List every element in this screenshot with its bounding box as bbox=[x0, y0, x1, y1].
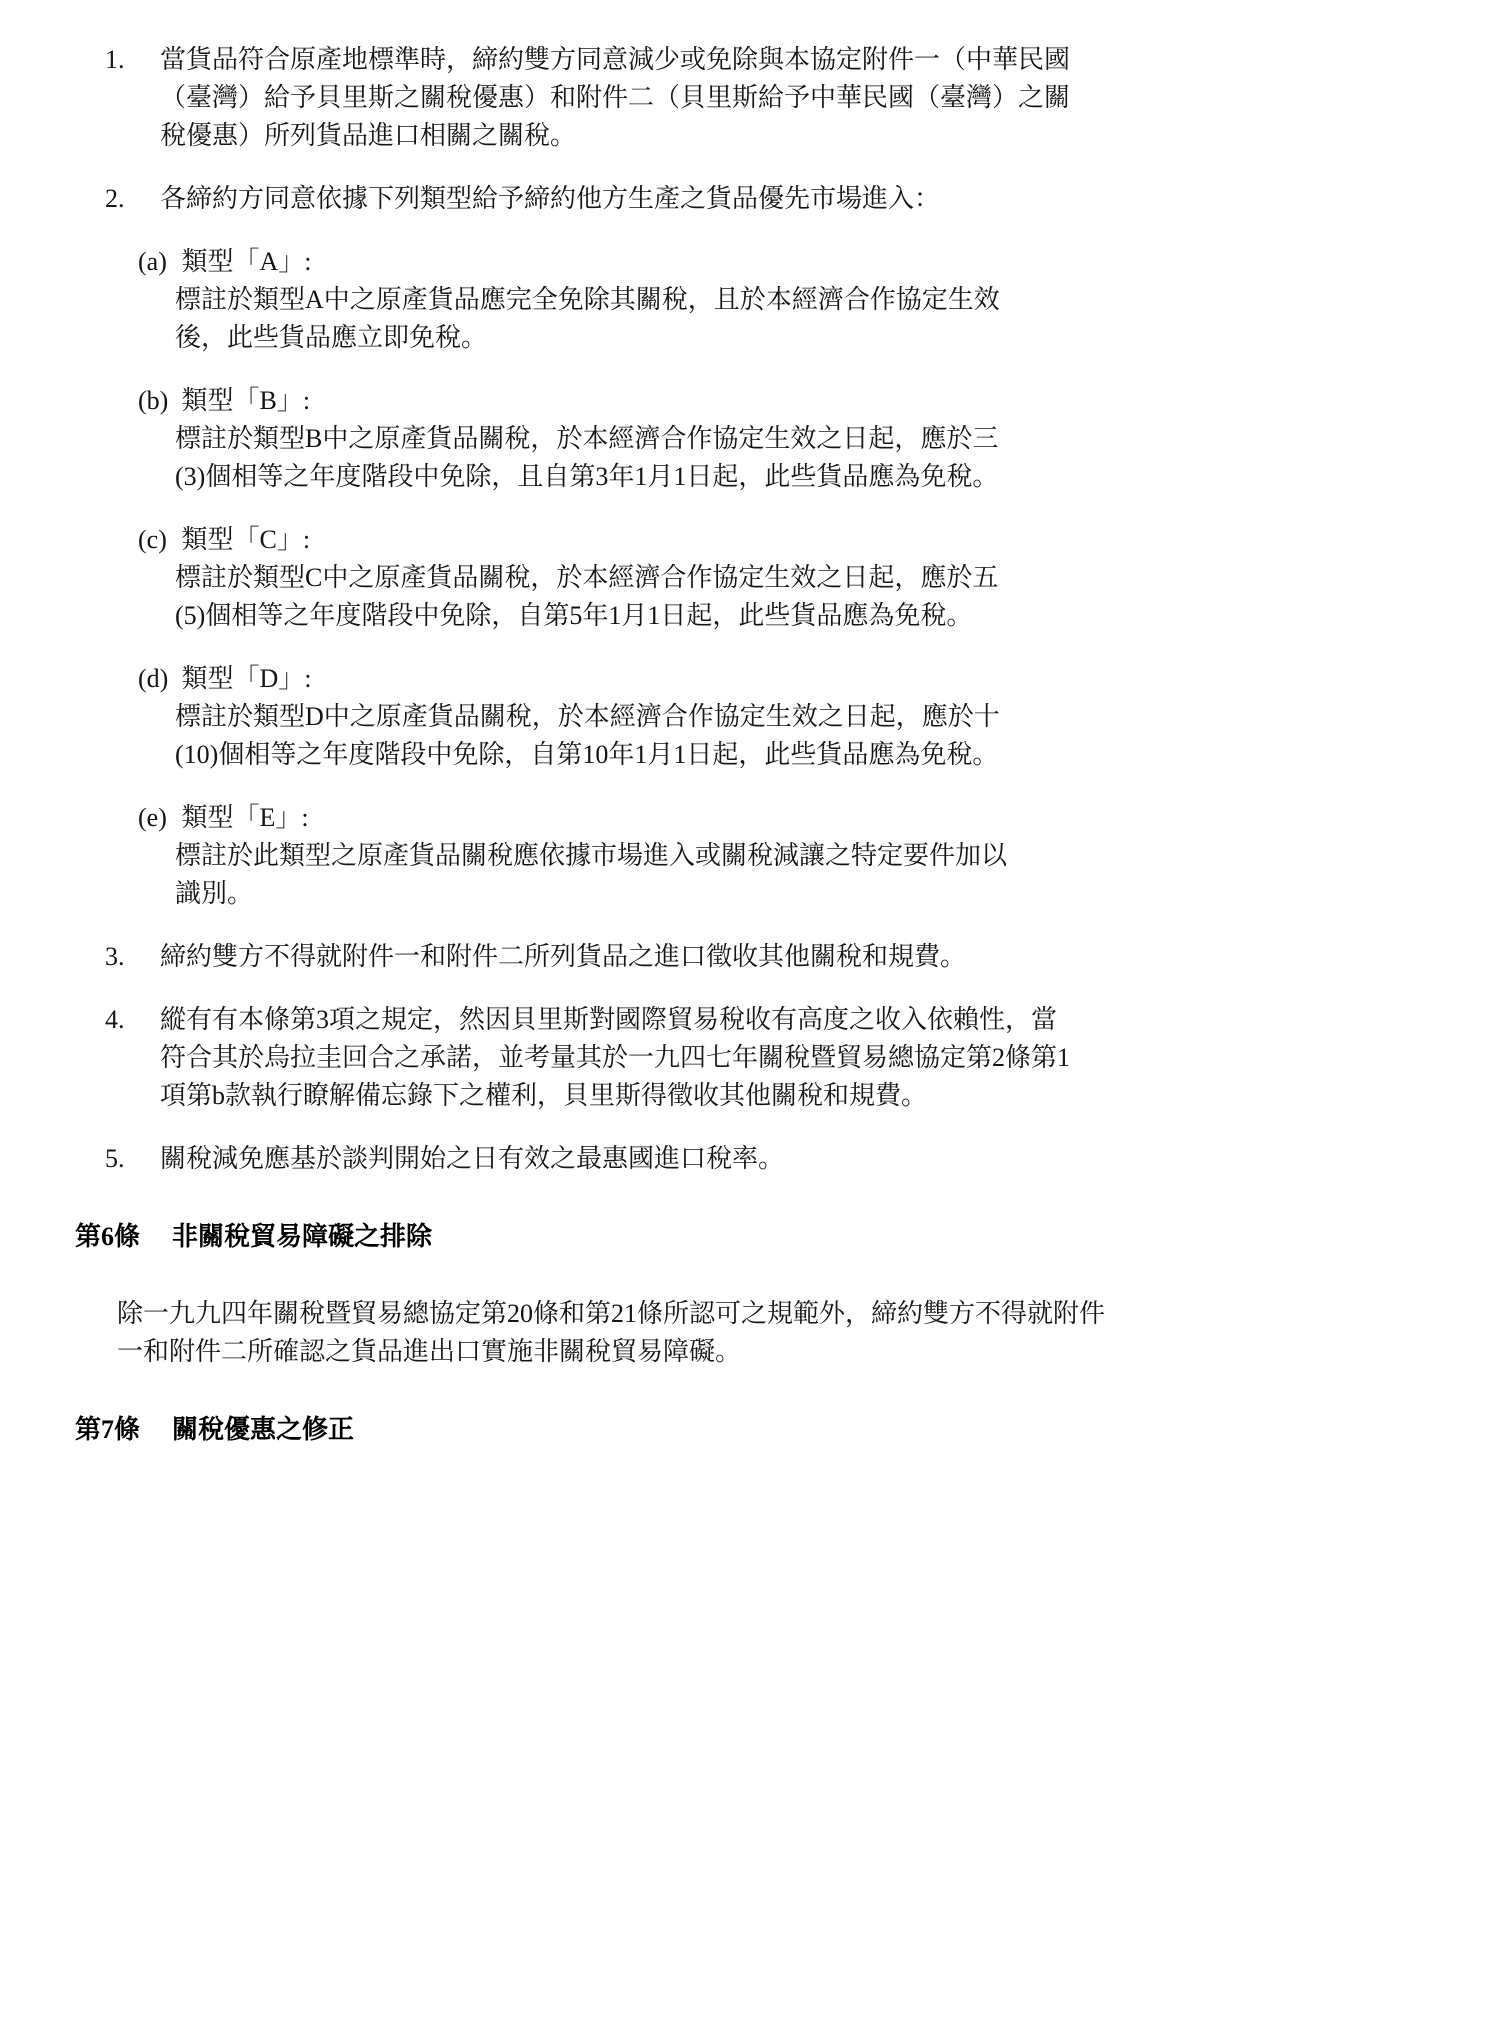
sub-item-title: 類型「A」: bbox=[181, 247, 312, 276]
sub-item-title: 類型「D」: bbox=[181, 664, 312, 693]
sub-item-head bbox=[138, 521, 1509, 559]
sub-item-a bbox=[138, 243, 1509, 357]
list-item-5 bbox=[105, 1140, 1509, 1178]
sub-item-e bbox=[138, 799, 1509, 913]
article-heading-6 bbox=[75, 1218, 1509, 1256]
sub-item-head bbox=[138, 243, 1509, 281]
sub-item-body: 標註於類型A中之原產貨品應完全免除其關稅，且於本經濟合作協定生效後，此些貨品應立即免稅。 bbox=[175, 285, 1000, 352]
item-text: 關稅減免應基於談判開始之日有效之最惠國進口稅率。 bbox=[160, 1144, 785, 1173]
sub-item-body: 標註於類型C中之原產貨品關稅，於本經濟合作協定生效之日起，應於五(5)個相等之年度階段中免除，自第5年1月1日起，此些貨品應為免稅。 bbox=[175, 563, 999, 630]
sub-item-label: (b) bbox=[138, 386, 169, 415]
item-text: 締約雙方不得就附件一和附件二所列貨品之進口徵收其他關稅和規費。 bbox=[160, 942, 967, 971]
item-number: 2. bbox=[105, 184, 125, 213]
sub-item-body: 標註於此類型之原產貨品關稅應依據市場進入或關稅減讓之特定要件加以識別。 bbox=[175, 841, 1008, 908]
article-number: 第6條 bbox=[75, 1222, 141, 1251]
sub-item-b bbox=[138, 382, 1509, 496]
sub-item-d bbox=[138, 660, 1509, 774]
list-item-1 bbox=[105, 41, 1509, 155]
article-6-paragraph: 除一九九四年關稅暨貿易總協定第20條和第21條所認可之規範外，締約雙方不得就附件一和附件二所確認之貨品進出口實施非關稅貿易障礙。 bbox=[117, 1299, 1106, 1366]
sub-item-label: (e) bbox=[138, 803, 167, 832]
item-number: 4. bbox=[105, 1005, 125, 1034]
list-item-4 bbox=[105, 1001, 1509, 1115]
sub-item-label: (c) bbox=[138, 525, 167, 554]
sub-item-title: 類型「C」: bbox=[181, 525, 311, 554]
sub-item-title: 類型「B」: bbox=[181, 386, 311, 415]
list-item-3 bbox=[105, 938, 1509, 976]
sub-item-c bbox=[138, 521, 1509, 635]
sub-item-head bbox=[138, 799, 1509, 837]
sub-item-body: 標註於類型D中之原產貨品關稅，於本經濟合作協定生效之日起，應於十(10)個相等之年度階段中免除，自第10年1月1日起，此些貨品應為免稅。 bbox=[175, 702, 1000, 769]
sub-item-head bbox=[138, 660, 1509, 698]
item-number: 1. bbox=[105, 45, 125, 74]
sub-item-title: 類型「E」: bbox=[181, 803, 309, 832]
list-item-2 bbox=[105, 180, 1509, 218]
sub-item-head bbox=[138, 382, 1509, 420]
item-text: 各締約方同意依據下列類型給予締約他方生產之貨品優先市場進入： bbox=[160, 184, 941, 213]
item-text: 縱有有本條第3項之規定，然因貝里斯對國際貿易稅收有高度之收入依賴性，當符合其於烏拉圭回合之承諾，並考量其於一九四七年關稅暨貿易總協定第2條第1項第b款執行瞭解備忘錄下之權利，貝里斯得徵收其他關稅和規費。 bbox=[160, 1005, 1071, 1110]
article-title: 非關稅貿易障礙之排除 bbox=[172, 1222, 433, 1251]
article-heading-7 bbox=[75, 1411, 1509, 1449]
sub-item-body: 標註於類型B中之原產貨品關稅，於本經濟合作協定生效之日起，應於三(3)個相等之年度階段中免除，且自第3年1月1日起，此些貨品應為免稅。 bbox=[175, 424, 999, 491]
sub-item-label: (d) bbox=[138, 664, 169, 693]
sub-item-label: (a) bbox=[138, 247, 167, 276]
article-number: 第7條 bbox=[75, 1415, 141, 1444]
item-text: 當貨品符合原產地標準時，締約雙方同意減少或免除與本協定附件一（中華民國（臺灣）給予貝里斯之關稅優惠）和附件二（貝里斯給予中華民國（臺灣）之關稅優惠）所列貨品進口相關之關稅。 bbox=[160, 45, 1071, 150]
item-number: 3. bbox=[105, 942, 125, 971]
article-title: 關稅優惠之修正 bbox=[172, 1415, 355, 1444]
item-number: 5. bbox=[105, 1144, 125, 1173]
